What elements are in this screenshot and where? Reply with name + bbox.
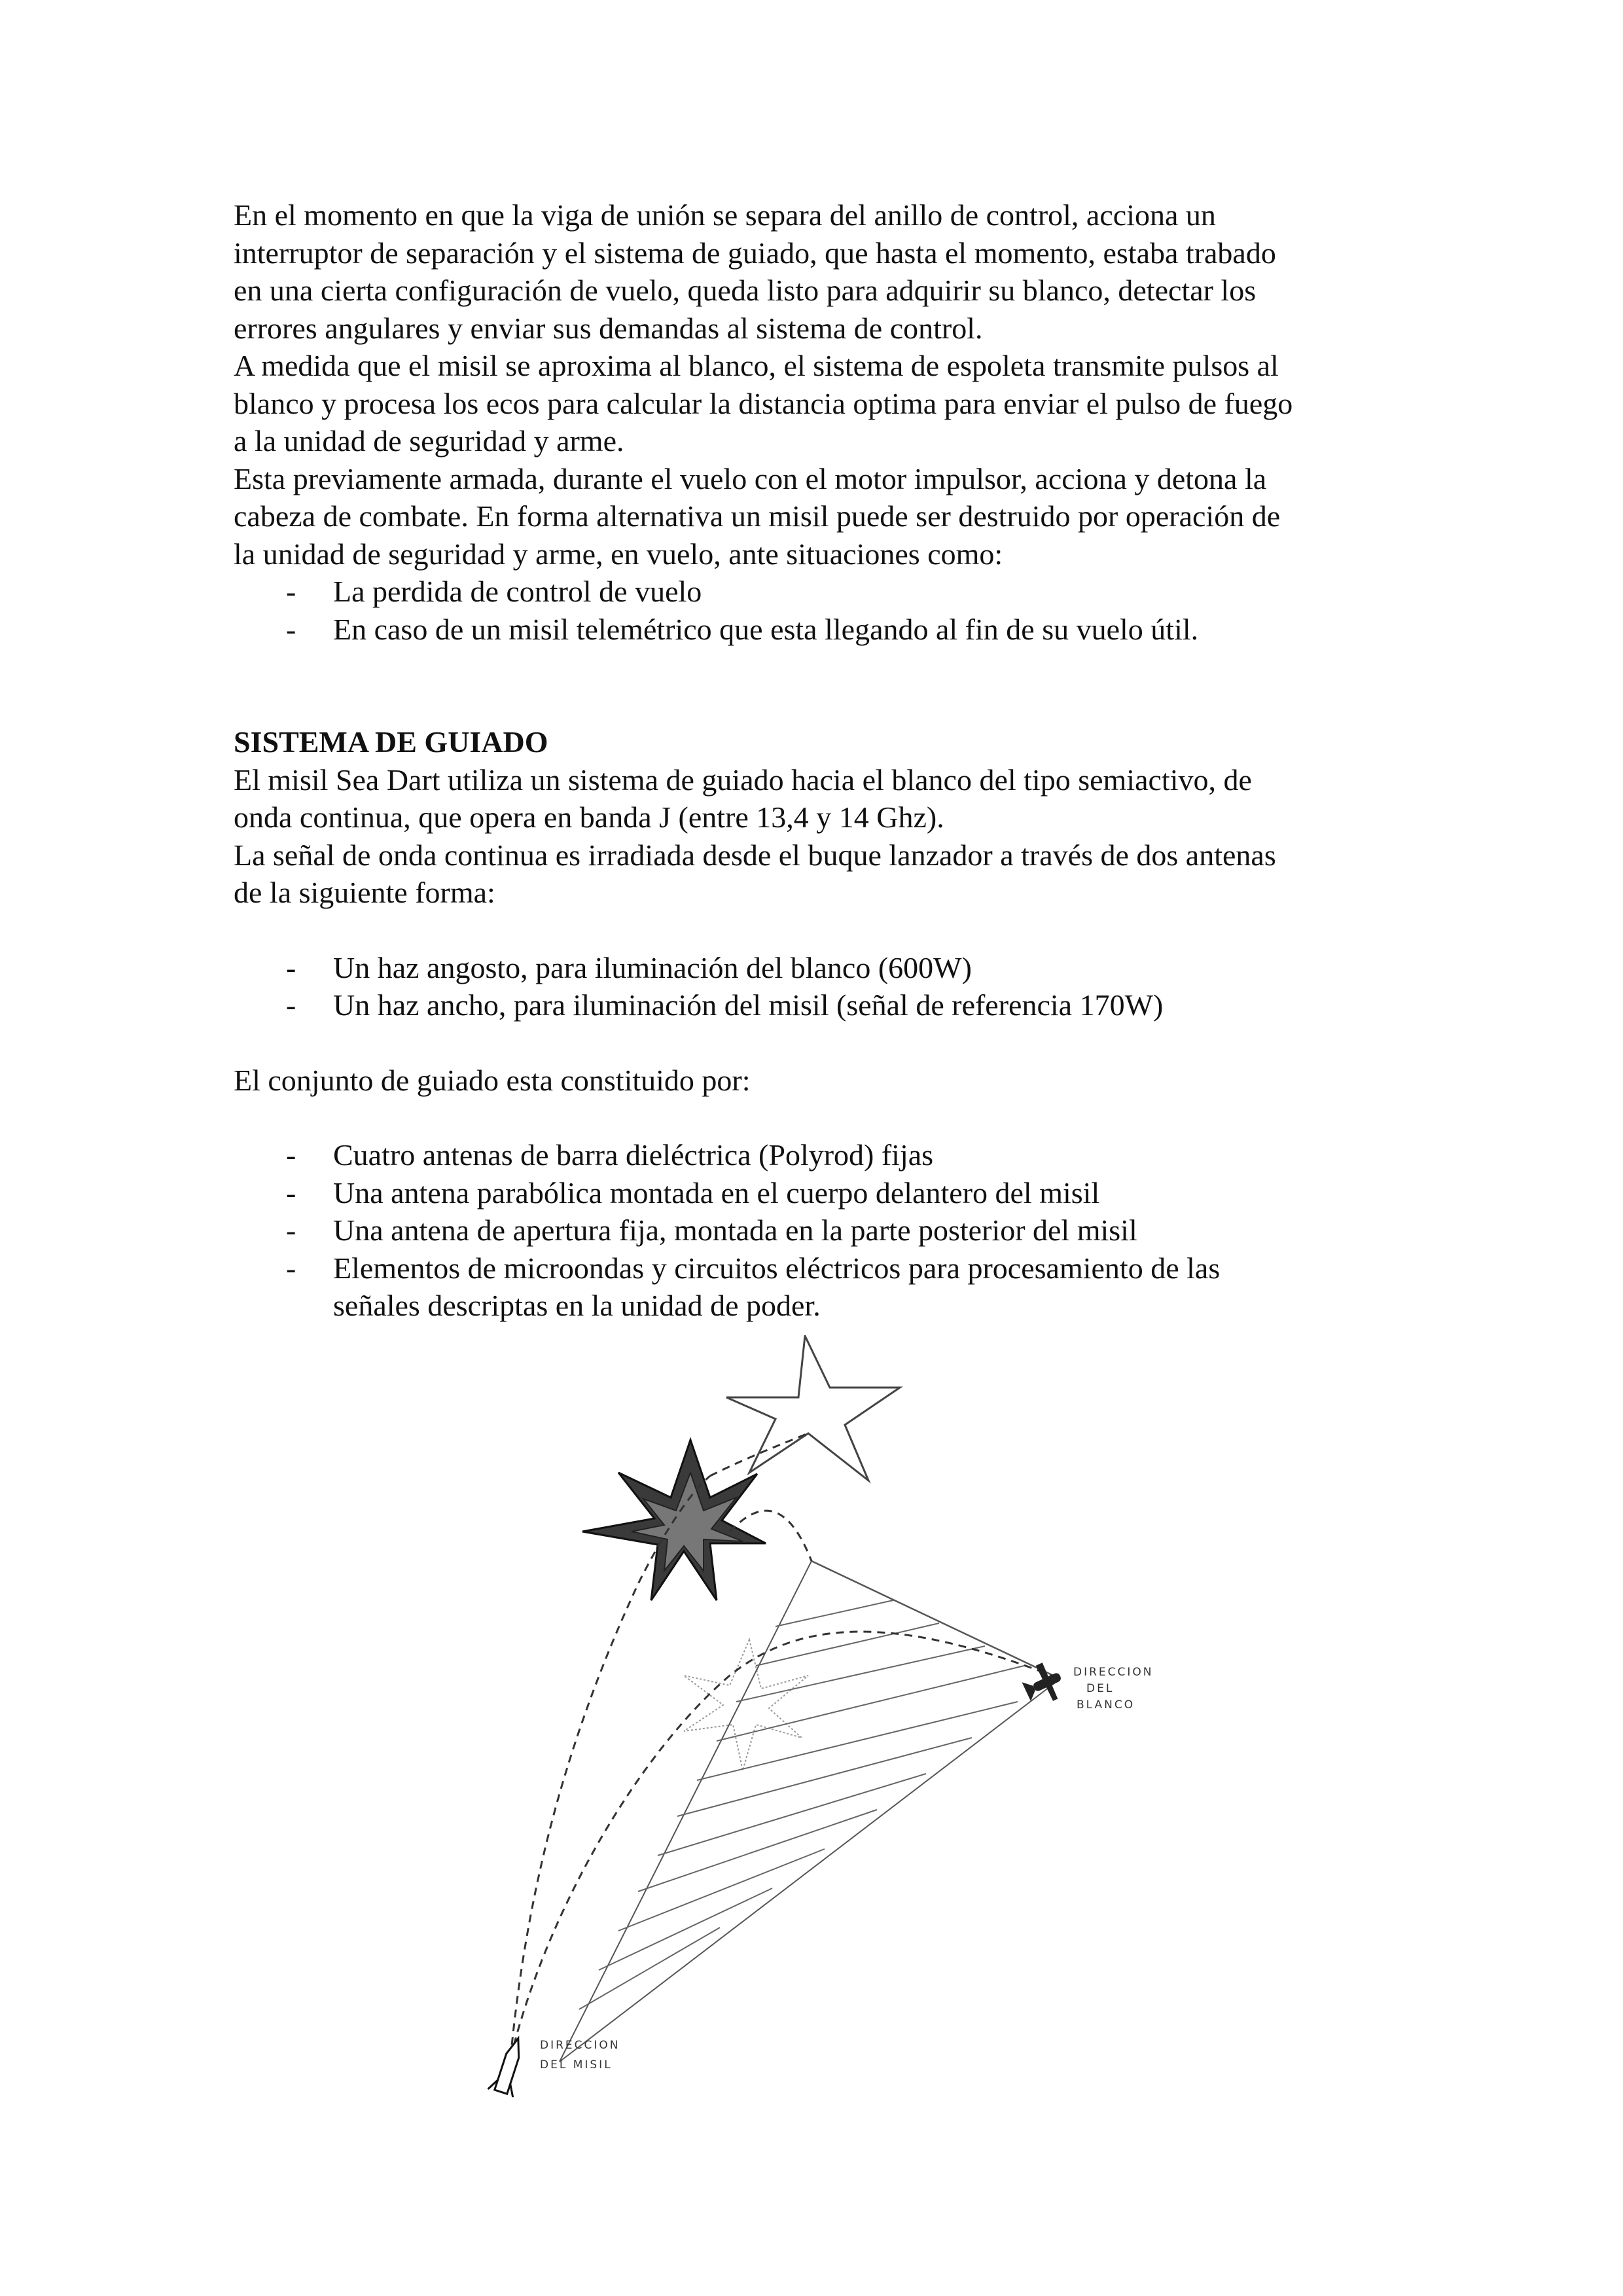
intro-bullet-list xyxy=(234,573,1412,648)
section-paragraph-1: El misil Sea Dart utiliza un sistema de guiado hacia el blanco del tipo semiactivo, de onda continua, que opera en banda J (entre 13,4 y 14 Ghz). xyxy=(234,762,1252,834)
missile-direction-label-1: DIRECCION xyxy=(540,2039,620,2052)
target-direction-label-3: BLANCO xyxy=(1077,1698,1135,1712)
intro-paragraph-1: En el momento en que la viga de unión se separa del anillo de control, acciona un interruptor de separación y el sistema de guiado, que hasta el momento, estaba trabado en una cierta configuración de vuelo, queda listo para adquirir su blanco, detectar los errores angulares y enviar sus demandas al sistema de control. xyxy=(234,198,1276,345)
missile-icon xyxy=(488,2034,531,2097)
intro-paragraph-3: Esta previamente armada, durante el vuelo con el motor impulsor, acciona y detona la cabeza de combate. En forma alternativa un misil puede ser destruido por operación de la unidad de seguridad y arme, en vuelo, ante situaciones como: xyxy=(234,461,1281,571)
dash-marker: - xyxy=(286,612,296,646)
list-item: - Cuatro antenas de barra dieléctrica (Polyrod) fijas xyxy=(234,1136,1412,1174)
dash-marker: - xyxy=(286,1175,296,1210)
missile-direction-label-2: DEL MISIL xyxy=(540,2058,613,2072)
dash-marker: - xyxy=(286,988,296,1022)
beam-bullet-list xyxy=(234,949,1412,1024)
target-direction-label-1: DIRECCION xyxy=(1073,1666,1154,1679)
guidance-sketch xyxy=(468,1335,1165,2101)
list-item: - Un haz angosto, para iluminación del blanco (600W) xyxy=(234,949,1412,987)
list-item: - Un haz ancho, para iluminación del misil (señal de referencia 170W) xyxy=(234,986,1412,1024)
list-item: - La perdida de control de vuelo xyxy=(234,573,1412,611)
missile-trajectories xyxy=(510,1433,1060,2058)
dash-marker: - xyxy=(286,1138,296,1172)
guidance-sketch-figure xyxy=(468,1335,1165,2101)
list-item: - Una antena de apertura fija, montada en la parte posterior del misil xyxy=(234,1211,1412,1249)
section-heading: SISTEMA DE GUIADO xyxy=(234,725,548,759)
dash-marker: - xyxy=(286,1213,296,1247)
list-item: - En caso de un misil telemétrico que esta llegando al fin de su vuelo útil. xyxy=(234,611,1412,649)
faint-star xyxy=(684,1640,808,1770)
list-item: - Una antena parabólica montada en el cuerpo delantero del misil xyxy=(234,1174,1412,1212)
body-text xyxy=(234,196,1412,1325)
target-direction-label-2: DEL xyxy=(1086,1682,1115,1695)
dash-marker: - xyxy=(286,1251,296,1285)
section-paragraph-3: El conjunto de guiado esta constituido por: xyxy=(234,1063,751,1097)
dash-marker: - xyxy=(286,575,296,608)
section-paragraph-2: La señal de onda continua es irradiada desde el buque lanzador a través de dos antenas de la siguiente forma: xyxy=(234,838,1276,909)
target-star-light xyxy=(726,1336,900,1480)
dash-marker: - xyxy=(286,950,296,984)
list-item: - Elementos de microondas y circuitos eléctricos para procesamiento de las señales descriptas en la unidad de poder. xyxy=(234,1249,1412,1325)
intro-paragraph-2: A medida que el misil se aproxima al blanco, el sistema de espoleta transmite pulsos al blanco y procesa los ecos para calcular la distancia optima para enviar el pulso de fuego a la unidad de seguridad y arme. xyxy=(234,349,1293,457)
parts-bullet-list xyxy=(234,1136,1412,1325)
